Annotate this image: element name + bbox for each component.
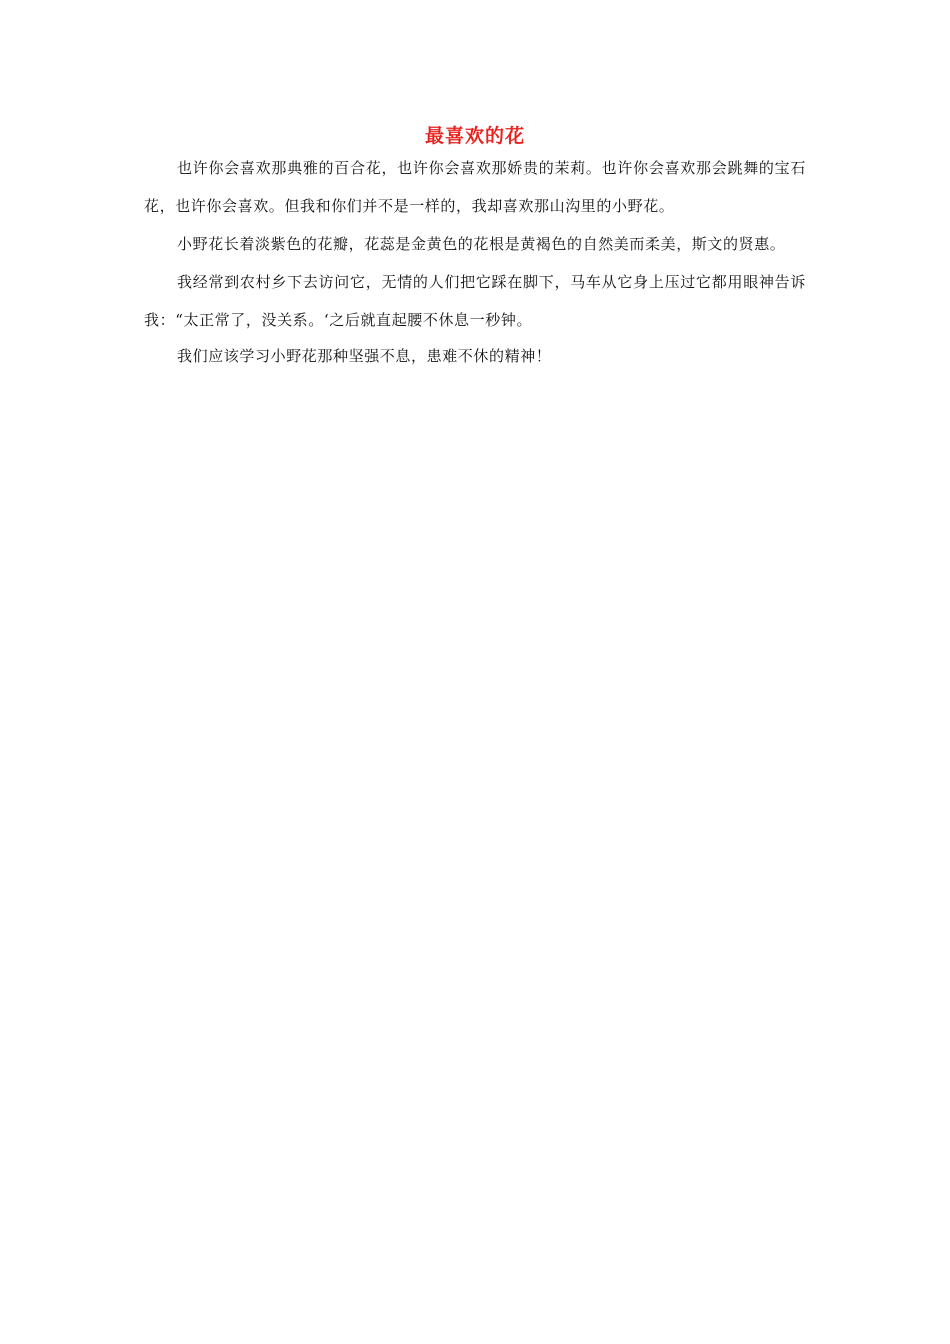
- document-title: 最喜欢的花: [424, 125, 525, 147]
- document-body: [144, 149, 806, 373]
- paragraph-4: 我们应该学习小野花那种坚强不息，患难不休的精神！: [177, 347, 552, 365]
- paragraph-1: 也许你会喜欢那典雅的百合花，也许你会喜欢那娇贵的茉莉。也许你会喜欢那会跳舞的宝石花，也许你会喜欢。但我和你们并不是一样的，我却喜欢那山沟里的小野花。: [144, 159, 806, 215]
- paragraph-2: 小野花长着淡紫色的花瓣，花蕊是金黄色的花根是黄褐色的自然美而柔美，斯文的贤惠。: [177, 235, 786, 253]
- paragraph-3: 我经常到农村乡下去访问它，无情的人们把它踩在脚下，马车从它身上压过它都用眼神告诉我：“太正常了，没关系。‘之后就直起腰不休息一秒钟。: [144, 273, 806, 329]
